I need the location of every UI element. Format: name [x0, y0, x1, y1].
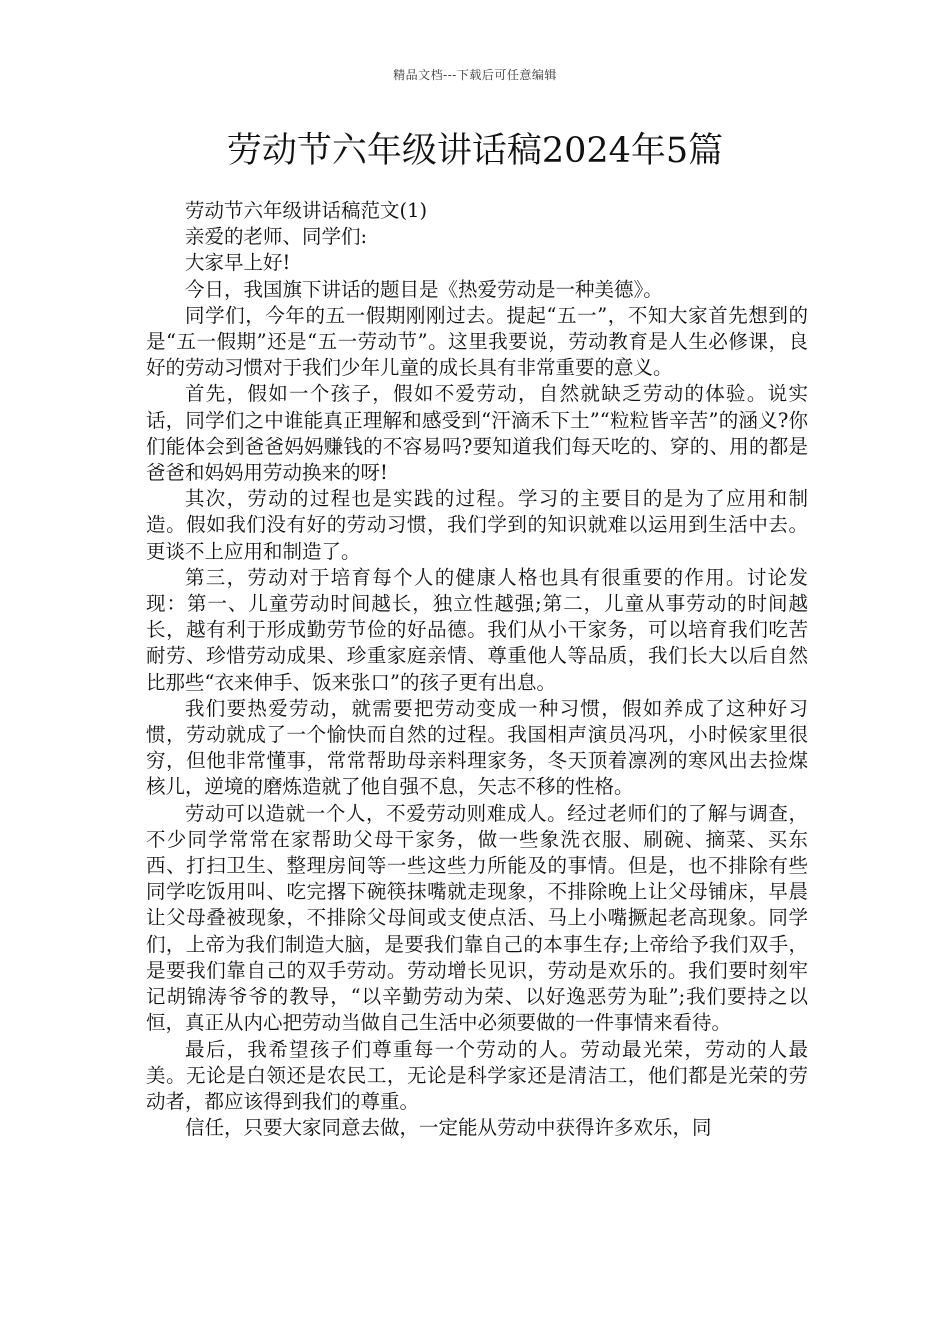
paragraph: 今日，我国旗下讲话的题目是《热爱劳动是一种美德》。 — [185, 277, 663, 301]
header-note: 精品文档---下载后可任意编辑 — [393, 68, 557, 82]
paragraph: 大家早上好! — [185, 251, 291, 275]
paragraph: 首先，假如一个孩子，假如不爱劳动，自然就缺乏劳动的体验。说实话，同学们之中谁能真正理解和感受到“汗滴禾下土”“粒粒皆辛苦”的涵义?你们能体会到爸爸妈妈赚钱的不容易吗?要知道我们每天吃的、穿的、用的都是爸爸和妈妈用劳动换来的呀! — [146, 382, 808, 485]
document-body — [146, 198, 808, 1141]
paragraph: 劳动节六年级讲话稿范文(1) — [185, 199, 428, 222]
paragraph: 最后，我希望孩子们尊重每一个劳动的人。劳动最光荣，劳动的人最美。无论是白领还是农民工，无论是科学家还是清洁工，他们都是光荣的劳动者，都应该得到我们的尊重。 — [146, 1037, 808, 1113]
paragraph: 其次，劳动的过程也是实践的过程。学习的主要目的是为了应用和制造。假如我们没有好的劳动习惯，我们学到的知识就难以运用到生活中去。更谈不上应用和制造了。 — [146, 487, 808, 563]
paragraph: 第三，劳动对于培育每个人的健康人格也具有很重要的作用。讨论发现：第一、儿童劳动时间越长，独立性越强;第二，儿童从事劳动的时间越长，越有利于形成勤劳节俭的好品德。我们从小干家务，可以培育我们吃苦耐劳、珍惜劳动成果、珍重家庭亲情、尊重他人等品质，我们长大以后自然比那些“衣来伸手、饭来张口”的孩子更有出息。 — [146, 565, 808, 694]
document-title: 劳动节六年级讲话稿2024年5篇 — [226, 131, 724, 171]
paragraph: 同学们，今年的五一假期刚刚过去。提起“五一”，不知大家首先想到的是“五一假期”还是“五一劳动节”。这里我要说，劳动教育是人生必修课，良好的劳动习惯对于我们少年儿童的成长具有非常重要的意义。 — [146, 303, 808, 380]
paragraph: 亲爱的老师、同学们: — [185, 225, 368, 249]
paragraph: 劳动可以造就一个人，不爱劳动则难成人。经过老师们的了解与调查，不少同学常常在家帮助父母干家务，做一些象洗衣服、刷碗、摘菜、买东西、打扫卫生、整理房间等一些这些力所能及的事情。但是，也不排除有些同学吃饭用叫、吃完撂下碗筷抹嘴就走现象，不排除晚上让父母铺床，早晨让父母叠被现象，不排除父母间或支使点活、马上小嘴撅起老高现象。同学们，上帝为我们制造大脑，是要我们靠自己的本事生存;上帝给予我们双手，是要我们靠自己的双手劳动。劳动增长见识，劳动是欢乐的。我们要时刻牢记胡锦涛爷爷的教导，“以辛勤劳动为荣、以好逸恶劳为耻”;我们要持之以恒，真正从内心把劳动当做自己生活中必须要做的一件事情来看待。 — [146, 801, 808, 1035]
paragraph: 我们要热爱劳动，就需要把劳动变成一种习惯，假如养成了这种好习惯，劳动就成了一个愉快而自然的过程。我国相声演员冯巩，小时候家里很穷，但他非常懂事，常常帮助母亲料理家务，冬天顶着凛冽的寒风出去捡煤核儿，逆境的磨炼造就了他自强不息，矢志不移的性格。 — [146, 696, 808, 799]
paragraph: 信任，只要大家同意去做，一定能从劳动中获得许多欢乐，同 — [185, 1116, 712, 1140]
